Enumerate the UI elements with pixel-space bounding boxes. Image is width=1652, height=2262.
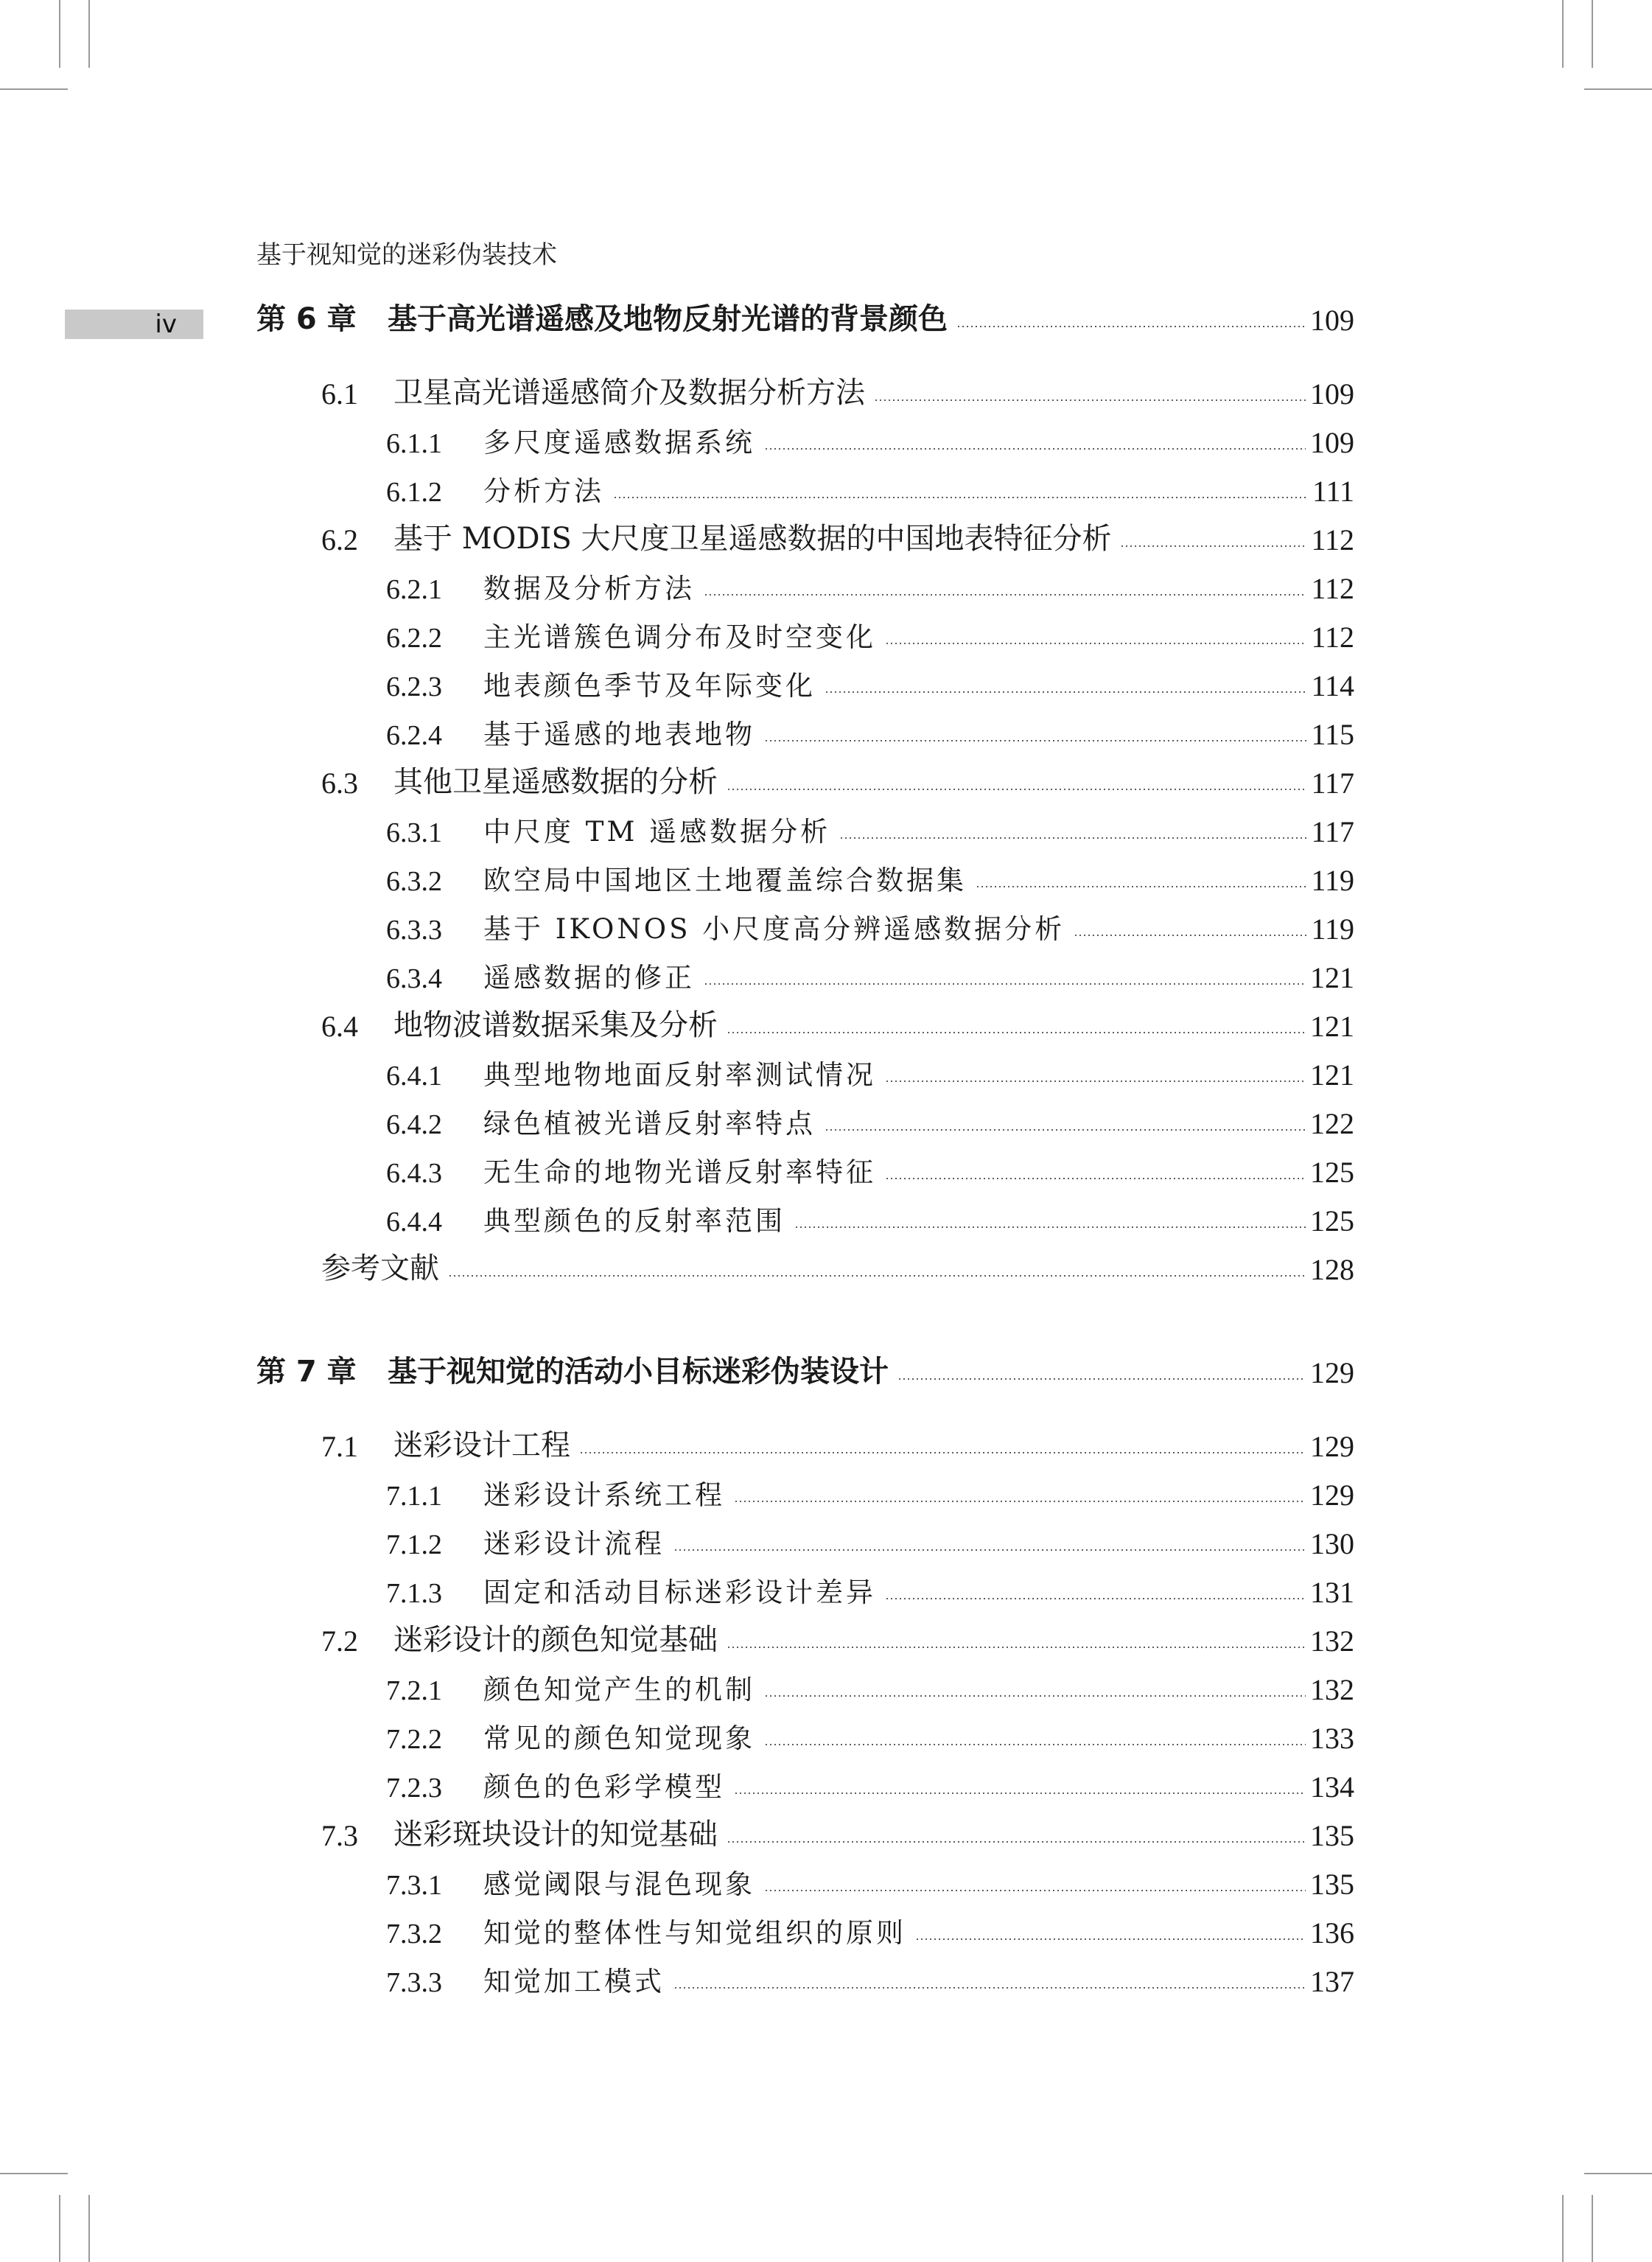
toc-entry-title: 迷彩斑块设计的知觉基础 bbox=[393, 1818, 718, 1851]
toc-entry-section[interactable] bbox=[321, 1812, 1354, 1853]
toc-entry-number: 6.4.2 bbox=[386, 1109, 442, 1140]
dot-leader bbox=[839, 837, 1306, 839]
toc-entry-page: 121 bbox=[1310, 1058, 1354, 1092]
dot-leader bbox=[734, 1501, 1306, 1502]
toc-entry-title: 基于 MODIS 大尺度卫星遥感数据的中国地表特征分析 bbox=[393, 522, 1112, 556]
toc-entry-section[interactable] bbox=[321, 370, 1354, 411]
toc-entry-title: 多尺度遥感数据系统 bbox=[483, 427, 755, 458]
toc-entry-page: 133 bbox=[1310, 1722, 1354, 1755]
toc-entry-number: 6.3.2 bbox=[386, 866, 442, 897]
toc-entry-page: 119 bbox=[1311, 864, 1354, 897]
dot-leader bbox=[727, 1841, 1306, 1843]
dot-leader bbox=[764, 448, 1306, 450]
toc-entry-number: 6.1.1 bbox=[386, 428, 442, 459]
toc-entry-subsection[interactable] bbox=[386, 1100, 1354, 1141]
toc-entry-page: 117 bbox=[1311, 767, 1354, 800]
toc-entry-number: 7.1.2 bbox=[386, 1529, 442, 1560]
toc-entry-number: 6.1 bbox=[321, 377, 358, 411]
toc-entry-page: 112 bbox=[1311, 572, 1354, 605]
toc-entry-title: 颜色知觉产生的机制 bbox=[483, 1674, 755, 1706]
toc-entry-refs[interactable] bbox=[321, 1246, 1354, 1287]
toc-entry-number: 7.1.1 bbox=[386, 1481, 442, 1512]
toc-entry-title: 地表颜色季节及年际变化 bbox=[483, 670, 816, 702]
toc-entry-subsection[interactable] bbox=[386, 565, 1354, 606]
toc-entry-title: 基于高光谱遥感及地物反射光谱的背景颜色 bbox=[388, 302, 948, 336]
toc-entry-page: 109 bbox=[1310, 426, 1354, 459]
toc-entry-subsection[interactable] bbox=[386, 808, 1354, 849]
toc-entry-section[interactable] bbox=[321, 516, 1354, 557]
running-header: 基于视知觉的迷彩伪装技术 bbox=[256, 240, 557, 270]
dot-leader bbox=[764, 1890, 1306, 1891]
dot-leader bbox=[1120, 545, 1306, 547]
toc-entry-page: 129 bbox=[1310, 1479, 1354, 1512]
toc-entry-title: 感觉阈限与混色现象 bbox=[483, 1868, 755, 1900]
dot-leader bbox=[448, 1275, 1306, 1277]
toc-entry-page: 132 bbox=[1310, 1624, 1354, 1658]
dot-leader bbox=[613, 497, 1308, 498]
toc-entry-section[interactable] bbox=[321, 1002, 1354, 1044]
toc-entry-number: 7.1.3 bbox=[386, 1578, 442, 1609]
toc-entry-title: 典型颜色的反射率范围 bbox=[483, 1205, 785, 1237]
toc-entry-title: 分析方法 bbox=[483, 475, 604, 507]
toc-entry-subsection[interactable] bbox=[386, 1666, 1354, 1707]
toc-entry-subsection[interactable] bbox=[386, 613, 1354, 654]
toc-entry-subsection[interactable] bbox=[386, 1051, 1354, 1092]
dot-leader bbox=[825, 1129, 1306, 1131]
toc-entry-title: 基于视知觉的活动小目标迷彩伪装设计 bbox=[388, 1355, 889, 1389]
toc-entry-number: 7.1 bbox=[321, 1430, 358, 1463]
toc-entry-number: 7.3.1 bbox=[386, 1870, 442, 1901]
toc-entry-title: 固定和活动目标迷彩设计差异 bbox=[483, 1577, 876, 1608]
toc-entry-page: 131 bbox=[1310, 1576, 1354, 1609]
dot-leader bbox=[673, 1987, 1306, 1989]
toc-entry-title: 中尺度 TM 遥感数据分析 bbox=[483, 816, 831, 848]
toc-entry-number: 6.2.4 bbox=[386, 720, 442, 751]
toc-entry-number: 6.3 bbox=[321, 767, 358, 800]
toc-entry-number: 6.1.2 bbox=[386, 477, 442, 508]
toc-entry-subsection[interactable] bbox=[386, 1520, 1354, 1561]
toc-entry-page: 114 bbox=[1311, 669, 1354, 702]
toc-entry-page: 109 bbox=[1310, 377, 1354, 411]
toc-entry-subsection[interactable] bbox=[386, 1860, 1354, 1902]
toc-entry-number: 第 7 章 bbox=[256, 1355, 357, 1389]
toc-entry-title: 绿色植被光谱反射率特点 bbox=[483, 1108, 816, 1139]
toc-entry-section[interactable] bbox=[321, 759, 1354, 800]
toc-entry-page: 122 bbox=[1310, 1107, 1354, 1140]
toc-entry-subsection[interactable] bbox=[386, 1148, 1354, 1190]
toc-entry-number: 6.4.1 bbox=[386, 1061, 442, 1092]
toc-entry-title: 知觉加工模式 bbox=[483, 1966, 665, 1997]
dot-leader bbox=[915, 1938, 1306, 1940]
toc-entry-number: 7.2 bbox=[321, 1624, 358, 1658]
toc-entry-number: 6.2 bbox=[321, 523, 358, 556]
toc-entry-subsection[interactable] bbox=[386, 662, 1354, 703]
toc-entry-number: 6.3.1 bbox=[386, 817, 442, 848]
dot-leader bbox=[673, 1549, 1306, 1551]
toc-entry-page: 125 bbox=[1310, 1204, 1354, 1238]
toc-entry-page: 136 bbox=[1310, 1916, 1354, 1949]
toc-entry-number: 7.2.2 bbox=[386, 1724, 442, 1755]
toc-entry-number: 7.3 bbox=[321, 1819, 358, 1852]
toc-entry-subsection[interactable] bbox=[386, 1471, 1354, 1512]
toc-entry-number: 7.2.1 bbox=[386, 1675, 442, 1706]
toc-entry-title: 其他卫星遥感数据的分析 bbox=[393, 765, 718, 799]
toc-entry-number: 6.4.3 bbox=[386, 1158, 442, 1189]
dot-leader bbox=[897, 1378, 1306, 1380]
toc-entry-number: 7.2.3 bbox=[386, 1773, 442, 1804]
toc-entry-title: 迷彩设计流程 bbox=[483, 1528, 665, 1560]
toc-entry-page: 132 bbox=[1310, 1673, 1354, 1706]
toc-entry-page: 125 bbox=[1310, 1156, 1354, 1189]
toc-entry-page: 135 bbox=[1310, 1868, 1354, 1901]
dot-leader bbox=[794, 1226, 1306, 1228]
toc-entry-number: 6.2.2 bbox=[386, 623, 442, 654]
toc-entry-subsection[interactable] bbox=[386, 1958, 1354, 1999]
toc-entry-title: 迷彩设计工程 bbox=[393, 1428, 570, 1462]
toc-entry-page: 112 bbox=[1311, 621, 1354, 654]
toc-entry-title: 基于遥感的地表地物 bbox=[483, 719, 755, 750]
dot-leader bbox=[874, 399, 1306, 401]
toc-entry-page: 109 bbox=[1310, 304, 1354, 337]
dot-leader bbox=[1074, 935, 1306, 936]
toc-entry-title: 知觉的整体性与知觉组织的原则 bbox=[483, 1917, 906, 1949]
dot-leader bbox=[579, 1452, 1306, 1453]
toc-entry-page: 129 bbox=[1310, 1430, 1354, 1463]
dot-leader bbox=[727, 1647, 1306, 1648]
toc-entry-title: 卫星高光谱遥感简介及数据分析方法 bbox=[393, 376, 865, 410]
toc-entry-subsection[interactable] bbox=[386, 1909, 1354, 1950]
toc-entry-subsection[interactable] bbox=[386, 1763, 1354, 1804]
toc-entry-page: 121 bbox=[1310, 1010, 1354, 1043]
dot-leader bbox=[885, 1081, 1306, 1082]
toc-entry-subsection[interactable] bbox=[386, 711, 1354, 752]
toc-entry-title: 无生命的地物光谱反射率特征 bbox=[483, 1156, 876, 1188]
toc-entry-page: 130 bbox=[1310, 1527, 1354, 1560]
toc-entry-title: 迷彩设计系统工程 bbox=[483, 1479, 725, 1511]
toc-entry-page: 117 bbox=[1311, 815, 1354, 848]
toc-entry-number: 6.3.4 bbox=[386, 963, 442, 994]
toc-entry-page: 115 bbox=[1311, 718, 1354, 751]
toc-entry-chapter[interactable] bbox=[256, 296, 1354, 338]
toc-entry-title: 欧空局中国地区土地覆盖综合数据集 bbox=[483, 865, 967, 896]
dot-leader bbox=[727, 789, 1306, 790]
toc-entry-number: 6.2.1 bbox=[386, 574, 442, 605]
toc-entry-page: 119 bbox=[1311, 912, 1354, 946]
toc-entry-title: 主光谱簇色调分布及时空变化 bbox=[483, 621, 876, 653]
dot-leader bbox=[976, 886, 1306, 887]
dot-leader bbox=[764, 740, 1306, 741]
toc-entry-subsection[interactable] bbox=[386, 1197, 1354, 1238]
dot-leader bbox=[764, 1744, 1306, 1745]
toc-entry-page: 128 bbox=[1310, 1253, 1354, 1286]
page-number: iv bbox=[155, 310, 177, 339]
toc-entry-title: 遥感数据的修正 bbox=[483, 962, 695, 994]
toc-entry-number: 7.3.3 bbox=[386, 1967, 442, 1998]
toc-entry-page: 137 bbox=[1310, 1965, 1354, 1998]
toc-entry-title: 迷彩设计的颜色知觉基础 bbox=[393, 1623, 718, 1657]
toc-entry-page: 121 bbox=[1310, 961, 1354, 994]
toc-entry-subsection[interactable] bbox=[386, 1714, 1354, 1756]
toc-entry-number: 6.3.3 bbox=[386, 915, 442, 946]
toc-entry-subsection[interactable] bbox=[386, 1568, 1354, 1610]
toc-entry-number: 6.4 bbox=[321, 1010, 358, 1043]
toc-entry-number: 6.4.4 bbox=[386, 1207, 442, 1238]
toc-entry-chapter[interactable] bbox=[256, 1349, 1354, 1390]
toc-entry-title: 地物波谱数据采集及分析 bbox=[393, 1008, 718, 1042]
toc-entry-title: 颜色的色彩学模型 bbox=[483, 1771, 725, 1803]
toc-entry-section[interactable] bbox=[321, 1423, 1354, 1464]
toc-entry-subsection[interactable] bbox=[386, 419, 1354, 460]
dot-leader bbox=[825, 691, 1306, 693]
toc-entry-page: 111 bbox=[1312, 475, 1354, 508]
toc-entry-subsection[interactable] bbox=[386, 467, 1354, 509]
toc-entry-number: 6.2.3 bbox=[386, 671, 442, 702]
toc-entry-number: 7.3.2 bbox=[386, 1919, 442, 1949]
toc-entry-section[interactable] bbox=[321, 1617, 1354, 1658]
toc-entry-page: 129 bbox=[1310, 1356, 1354, 1389]
toc-entry-page: 135 bbox=[1310, 1819, 1354, 1852]
dot-leader bbox=[885, 643, 1306, 644]
toc-entry-subsection[interactable] bbox=[386, 905, 1354, 946]
toc-entry-page: 112 bbox=[1311, 523, 1354, 556]
toc-entry-page: 134 bbox=[1310, 1770, 1354, 1804]
dot-leader bbox=[885, 1598, 1306, 1599]
dot-leader bbox=[956, 326, 1306, 327]
toc-entry-number: 第 6 章 bbox=[256, 302, 357, 336]
toc-entry-title: 数据及分析方法 bbox=[483, 573, 695, 604]
toc-entry-title: 基于 IKONOS 小尺度高分辨遥感数据分析 bbox=[483, 913, 1065, 945]
toc-entry-title: 参考文献 bbox=[321, 1252, 439, 1285]
dot-leader bbox=[704, 594, 1306, 596]
dot-leader bbox=[885, 1178, 1306, 1179]
dot-leader bbox=[734, 1793, 1306, 1794]
toc-entry-subsection[interactable] bbox=[386, 954, 1354, 995]
toc-entry-title: 典型地物地面反射率测试情况 bbox=[483, 1059, 876, 1091]
dot-leader bbox=[764, 1695, 1306, 1697]
toc-entry-title: 常见的颜色知觉现象 bbox=[483, 1722, 755, 1754]
toc-entry-subsection[interactable] bbox=[386, 856, 1354, 898]
dot-leader bbox=[704, 983, 1306, 985]
dot-leader bbox=[727, 1032, 1306, 1033]
